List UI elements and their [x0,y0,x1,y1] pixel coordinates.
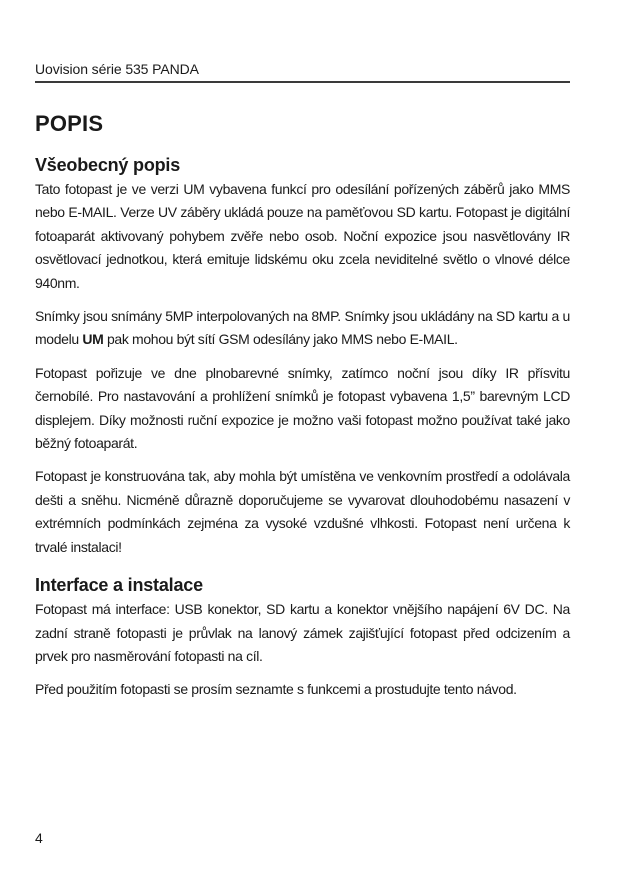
paragraph: Fotopast má interface: USB konektor, SD kartu a konektor vnějšího napájení 6V DC. Na zadní straně fotopasti je průvlak na lanový zámek zajišťující fotopast před odcizením a prvek pro nasměrování fotopasti na cíl. [35,601,570,664]
paragraph: Před použitím fotopasti se prosím seznamte s funkcemi a prostudujte tento návod. [35,681,517,698]
page-number: 4 [35,830,43,846]
paragraph-text: Snímky jsou snímány 5MP interpolovaných na 8MP. Snímky jsou ukládány na SD kartu a u modelu [35,308,570,348]
section-interface-installation [35,573,570,702]
running-header: Uovision série 535 PANDA [35,61,199,77]
paragraph: Fotopast pořizuje ve dne plnobarevné snímky, zatímco noční jsou díky IR přísvitu černobílé. Pro nastavování a prohlížení snímků je fotopast vybavena 1,5” barevným LCD displejem. Díky možnosti ruční expozice je možno vaši fotopast možno používat také jako běžný fotoaparát. [35,364,570,452]
paragraph [35,305,570,352]
paragraph-text: pak mohou být sítí GSM odesílány jako MMS nebo E-MAIL. [103,331,458,348]
paragraph: Tato fotopast je ve verzi UM vybavena funkcí pro odesílání pořízených záběrů jako MMS nebo E-MAIL. Verze UV záběry ukládá pouze na paměťovou SD kartu. Fotopast je digitální fotoaparát aktivovaný pohybem zvěře nebo osob. Noční expozice jsou nasvětlovány IR osvětlovací jednotkou, která emituje lidskému oku zcela neviditelné světlo o vlnové délce 940nm. [35,181,570,291]
section-general-description [35,153,570,559]
page-title: POPIS [35,111,104,136]
model-emphasis: UM [82,331,104,348]
section-heading: Všeobecný popis [35,155,181,175]
header-divider [35,81,570,83]
paragraph: Fotopast je konstruována tak, aby mohla být umístěna ve venkovním prostředí a odolávala dešti a sněhu. Nicméně důrazně doporučujeme se vyvarovat dlouhodobému nasazení v extrémních podmínkách zejména za vysoké vzdušné vlhkosti. Fotopast není určena k trvalé instalaci! [35,468,570,555]
section-heading: Interface a instalace [35,575,203,596]
page-content [35,153,570,702]
